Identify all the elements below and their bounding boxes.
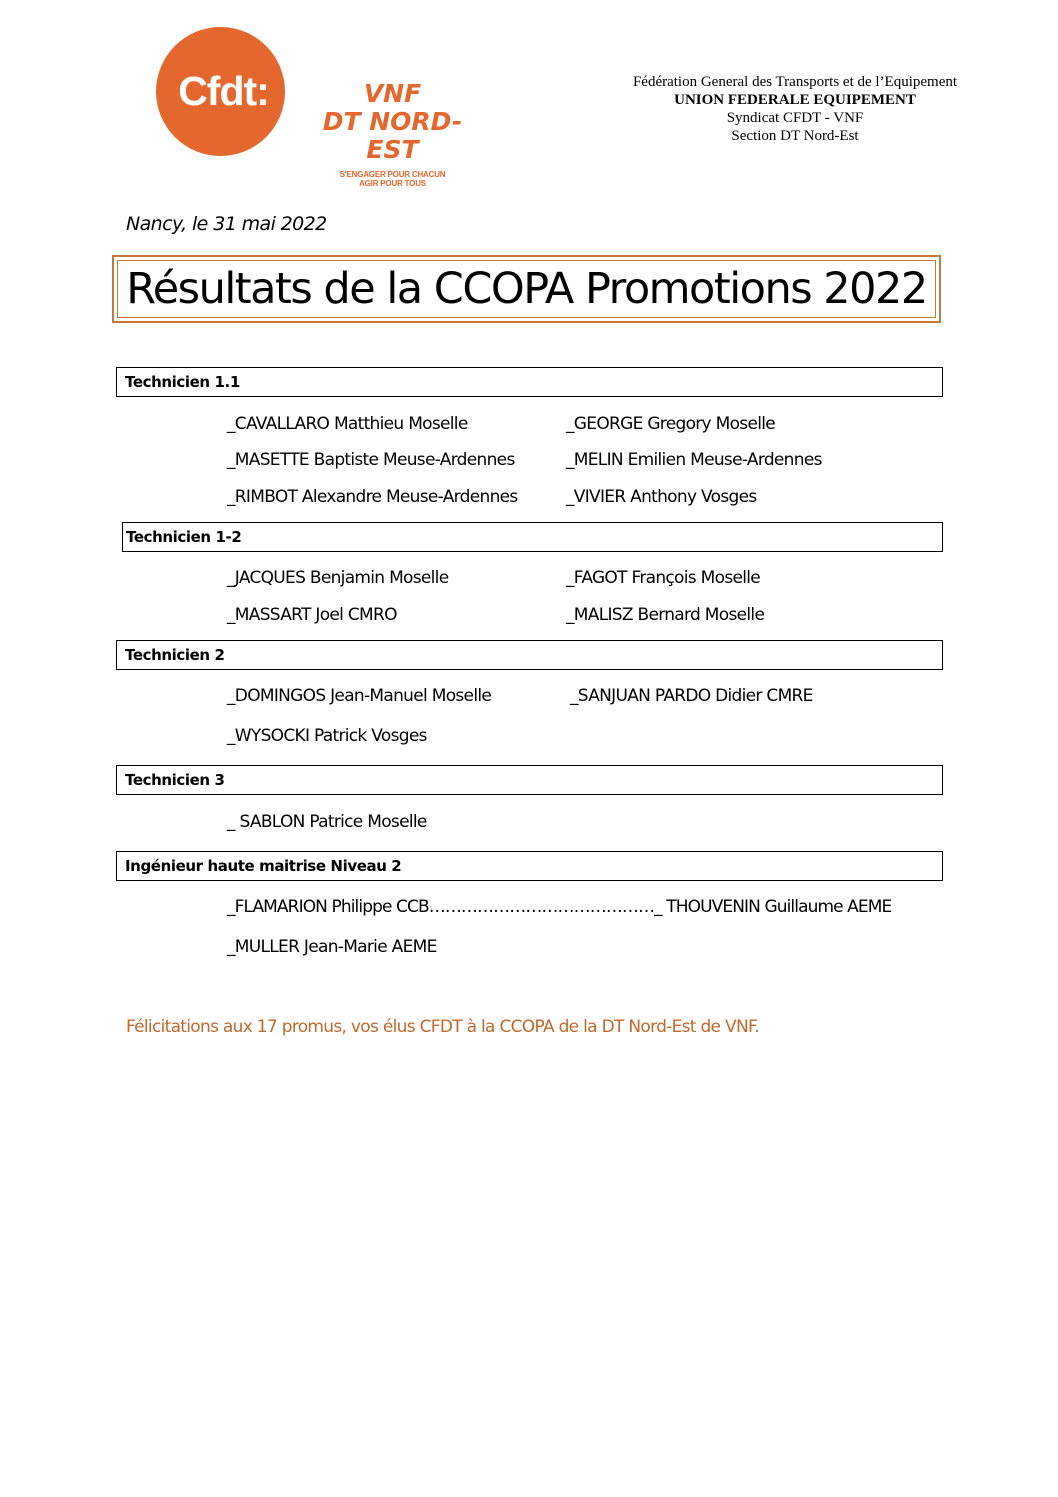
brand-line-dt: DT NORD-EST	[322, 107, 463, 164]
promoted-name: _VIVIER Anthony Vosges	[566, 487, 757, 507]
cfdt-logo-text: Cfdt:	[178, 68, 269, 114]
promoted-name: _MULLER Jean-Marie AEME	[227, 937, 437, 957]
federation-name: Fédération General des Transports et de l’Equipement	[632, 74, 958, 90]
category-header: Ingénieur haute maitrise Niveau 2	[116, 851, 943, 881]
tagline-line-2: AGIR POUR TOUS	[359, 179, 426, 188]
promoted-name: _MELIN Emilien Meuse-Ardennes	[566, 450, 822, 470]
category-header: Technicien 1-2	[122, 522, 943, 552]
promoted-name: _DOMINGOS Jean-Manuel Moselle	[227, 686, 492, 706]
promoted-name: _FAGOT François Moselle	[566, 568, 761, 588]
promoted-name: _SANJUAN PARDO Didier CMRE	[570, 686, 813, 706]
promoted-name: _FLAMARION Philippe CCB……………………………………_ THOUVENIN Guillaume AEME	[227, 897, 892, 917]
promoted-name: _RIMBOT Alexandre Meuse-Ardennes	[227, 487, 518, 507]
promoted-name: _MASETTE Baptiste Meuse-Ardennes	[227, 450, 515, 470]
document-date: Nancy, le 31 mai 2022	[126, 213, 327, 235]
title-frame	[112, 255, 941, 323]
congratulations-text: Félicitations aux 17 promus, vos élus CFDT à la CCOPA de la DT Nord-Est de VNF.	[126, 1017, 760, 1037]
brand-line-vnf: VNF	[363, 79, 422, 108]
category-header: Technicien 1.1	[116, 367, 943, 397]
page-title: Résultats de la CCOPA Promotions 2022	[126, 264, 927, 314]
promoted-name: _CAVALLARO Matthieu Moselle	[227, 414, 468, 434]
brand-tagline	[300, 170, 485, 188]
category-header: Technicien 3	[116, 765, 943, 795]
section-name: Section DT Nord-Est	[731, 128, 859, 144]
federation-address	[610, 73, 980, 145]
promoted-name: _MASSART Joel CMRO	[227, 605, 397, 625]
promoted-name: _MALISZ Bernard Moselle	[566, 605, 765, 625]
union-name: UNION FEDERALE EQUIPEMENT	[674, 92, 916, 108]
vnf-dt-logo	[300, 80, 485, 188]
promoted-name: _ SABLON Patrice Moselle	[227, 812, 427, 832]
promoted-name: _JACQUES Benjamin Moselle	[227, 568, 449, 588]
syndicat-name: Syndicat CFDT - VNF	[726, 110, 864, 126]
cfdt-logo	[156, 27, 285, 156]
promoted-name: _GEORGE Gregory Moselle	[566, 414, 776, 434]
title-inner-frame	[117, 260, 936, 318]
promoted-name: _WYSOCKI Patrick Vosges	[227, 726, 427, 746]
category-header: Technicien 2	[116, 640, 943, 670]
tagline-line-1: S'ENGAGER POUR CHACUN	[339, 170, 446, 179]
